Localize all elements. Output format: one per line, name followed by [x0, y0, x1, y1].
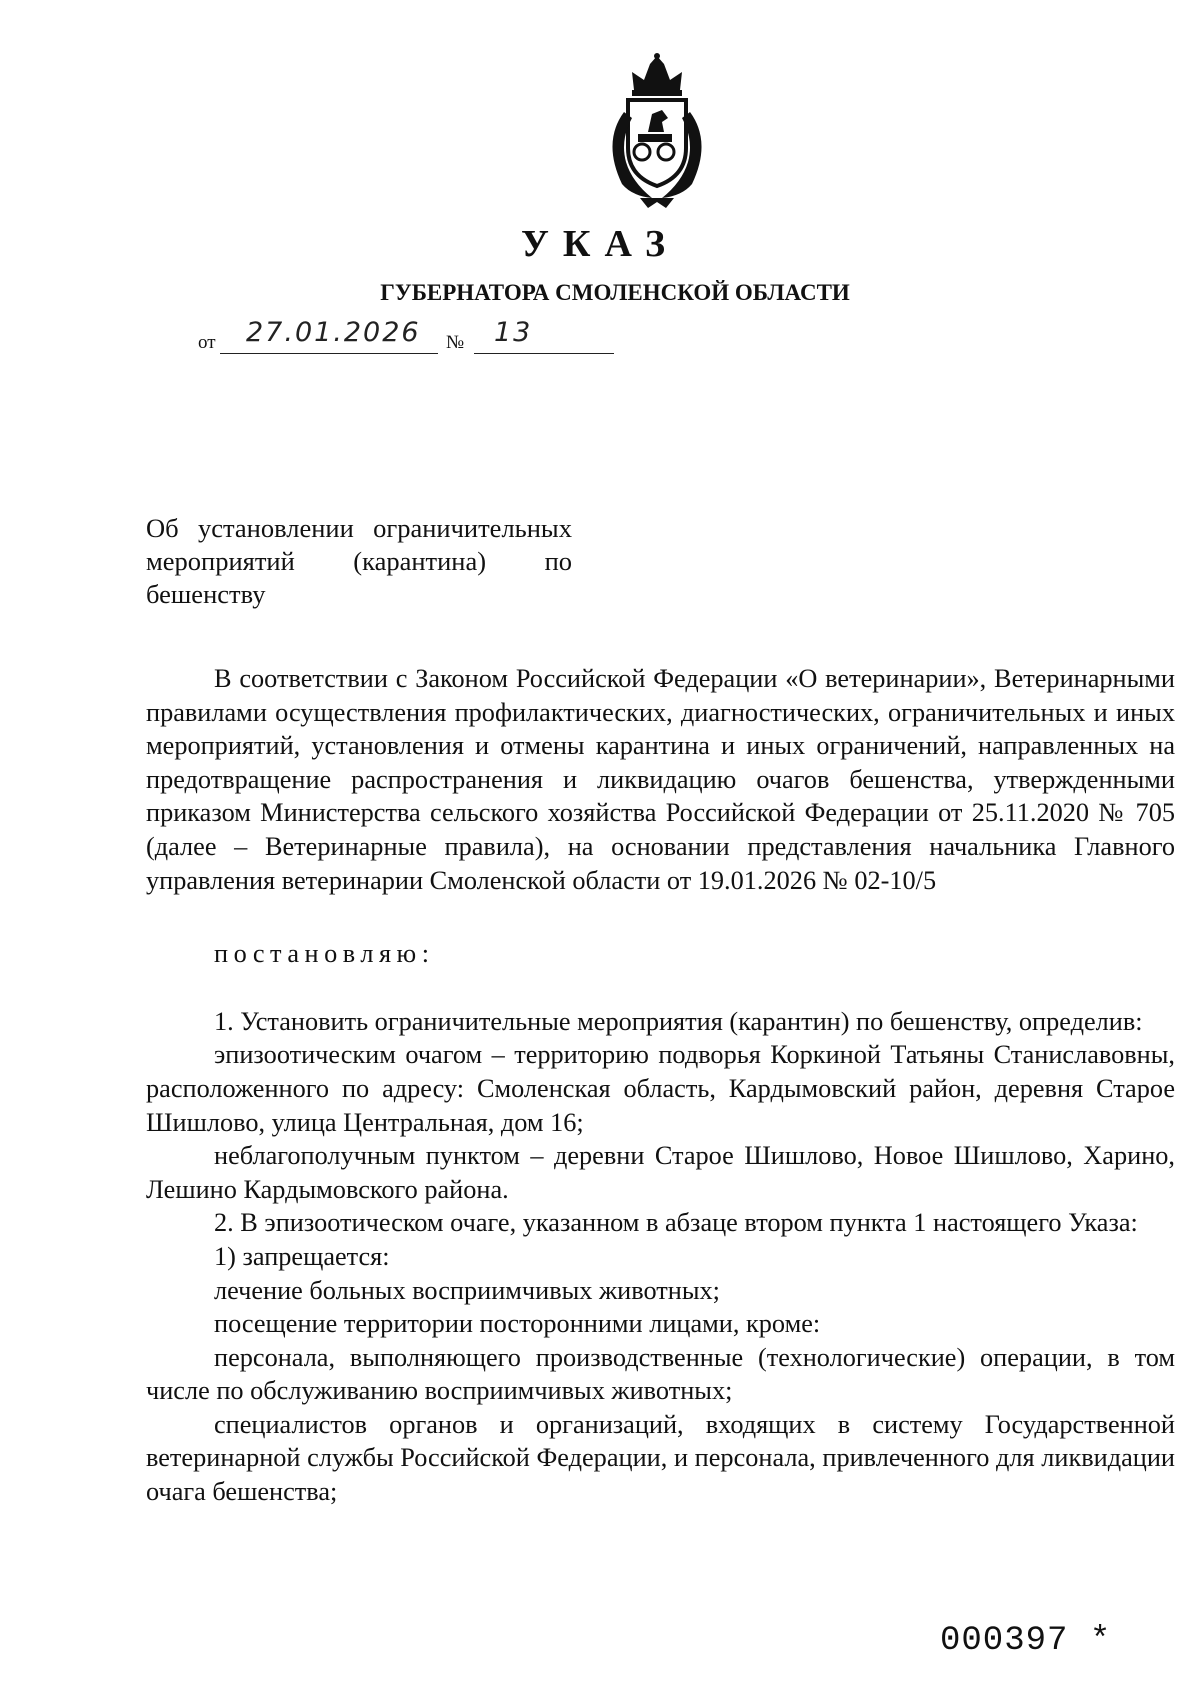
- body-paragraph: специалистов органов и организаций, входящих в систему Государственной ветеринарной службы Российской Федерации, и персонала, привлеченного для ликвидации очага бешенства;: [146, 1409, 1175, 1507]
- decree-word: постановляю:: [214, 939, 435, 969]
- document-subtitle: ГУБЕРНАТОРА СМОЛЕНСКОЙ ОБЛАСТИ: [380, 280, 850, 305]
- handwritten-number: 13: [494, 317, 533, 348]
- date-prefix: от: [198, 332, 216, 353]
- body-paragraph: лечение больных восприимчивых животных;: [214, 1275, 720, 1305]
- subject-line: Об установлении ограничительных: [146, 513, 572, 543]
- preamble-paragraph: В соответствии с Законом Российской Федерации «О ветеринарии», Ветеринарными правилами осуществления профилактических, диагностических, ограничительных и иных мероприятий, установления и отмены карантина и иных ограничений, направленных на предотвращение распространения и ликвидацию очагов бешенства, утвержденными приказом Министерства сельского хозяйства Российской Федерации от 25.11.2020 № 705 (далее – Ветеринарные правила), на основании представления начальника Главного управления ветеринарии Смоленской области от 19.01.2026 № 02-10/5: [146, 664, 1175, 895]
- document-subject: [146, 512, 572, 611]
- body-paragraph: посещение территории посторонними лицами, кроме:: [214, 1309, 821, 1339]
- body-paragraph: 2. В эпизоотическом очаге, указанном в абзаце втором пункта 1 настоящего Указа:: [214, 1208, 1138, 1238]
- date-number-line: [198, 317, 638, 358]
- body-paragraph: персонала, выполняющего производственные (технологические) операции, в том числе по обслуживанию восприимчивых животных;: [146, 1342, 1175, 1406]
- body-paragraph: 1. Установить ограничительные мероприятия (карантин) по бешенству, определив:: [214, 1006, 1143, 1036]
- body-paragraph: 1) запрещается:: [214, 1241, 390, 1271]
- document-body: [146, 662, 1175, 1509]
- number-field: [474, 319, 614, 354]
- handwritten-date: 27.01.2026: [246, 317, 421, 348]
- serial-number-stamp: 000397 *: [940, 1622, 1112, 1660]
- body-paragraph: эпизоотическим очагом – территорию подворья Коркиной Татьяны Станиславовны, расположенного по адресу: Смоленская область, Кардымовский район, деревня Старое Шишлово, улица Центральная, дом 16;: [146, 1040, 1175, 1137]
- body-paragraph: неблагополучным пунктом – деревни Старое Шишлово, Новое Шишлово, Харино, Лешино Кардымовского района.: [146, 1141, 1175, 1204]
- document-title: УКАЗ: [521, 223, 679, 265]
- subject-line: мероприятий (карантина) по: [146, 546, 572, 576]
- smolensk-coat-of-arms-emblem: [592, 52, 722, 212]
- subject-line: бешенству: [146, 579, 266, 609]
- number-label: №: [446, 332, 465, 353]
- date-field: [220, 319, 438, 354]
